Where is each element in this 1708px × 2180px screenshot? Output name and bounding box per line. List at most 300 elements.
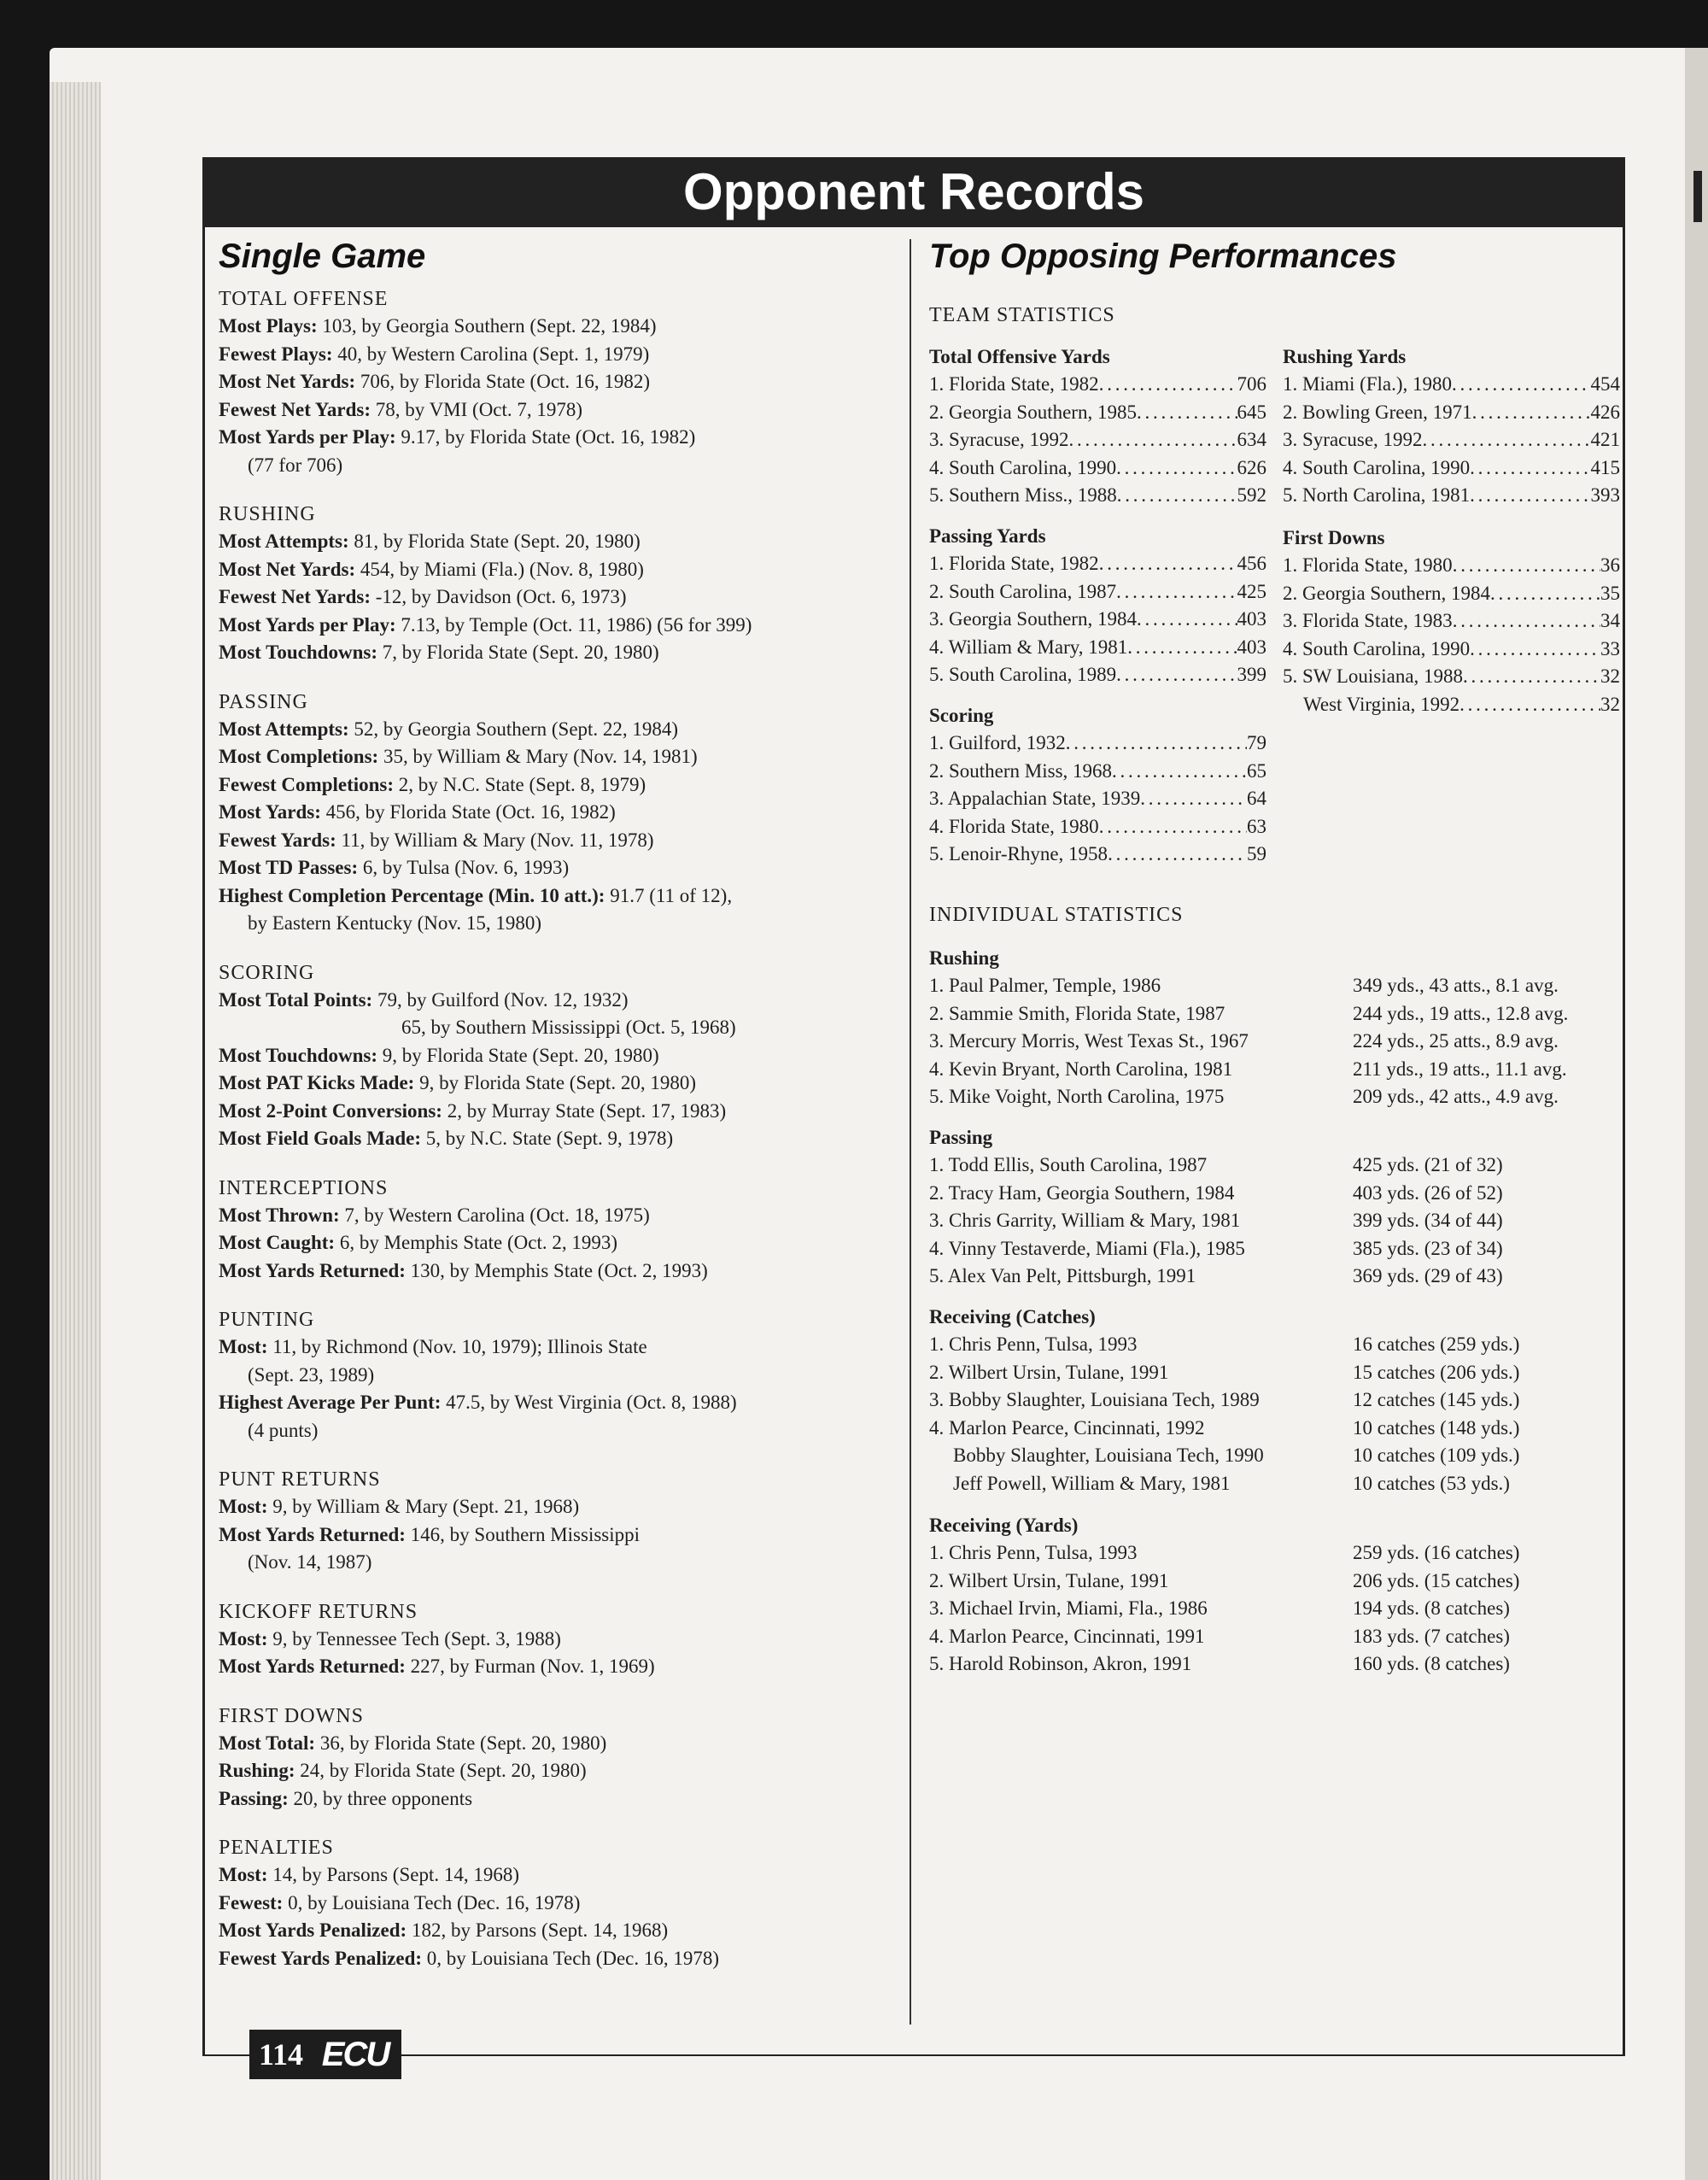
record-text: 36, by Florida State (Sept. 20, 1980) [315,1732,607,1754]
team-statistics-heading: TEAM STATISTICS [929,304,1115,326]
record-row [219,313,902,341]
ranking-row [929,661,1266,689]
record-label: Most: [219,1627,268,1650]
ranking-value: 65 [1247,759,1266,782]
player-name: 3. Bobby Slaughter, Louisiana Tech, 1989 [929,1389,1260,1410]
category-heading: INTERCEPTIONS [219,1176,389,1199]
ranking-value: 645 [1237,401,1266,423]
record-text: 35, by William & Mary (Nov. 14, 1981) [378,746,698,767]
ranking-name: 2. Georgia Southern, 1985 [929,401,1137,423]
record-row [219,1389,902,1417]
record-label: Most Net Yards: [219,558,356,580]
individual-row [929,1415,1612,1443]
ranking-value: 403 [1237,636,1266,658]
individual-block-receiving-catches [929,1304,1612,1497]
ranking-value: 399 [1237,664,1266,685]
record-row [219,556,902,584]
record-text: -12, by Davidson (Oct. 6, 1973) [370,586,627,607]
individual-row [929,1359,1612,1387]
ranking-row [929,550,1266,578]
category-heading: PUNT RETURNS [219,1468,381,1491]
ranking-name: 3. Syracuse, 1992 [929,429,1069,450]
record-text: 9, by William & Mary (Sept. 21, 1968) [267,1496,580,1517]
ranking-name: West Virginia, 1992 [1303,693,1460,715]
dot-leader [1452,371,1590,399]
dot-leader [1116,454,1237,483]
record-row [219,716,902,744]
ranking-value: 454 [1590,373,1620,395]
record-row [219,612,902,640]
ranking-row [1283,663,1620,691]
record-continuation: by Eastern Kentucky (Nov. 15, 1980) [248,912,542,934]
record-row [219,1730,902,1758]
individual-row [929,1568,1612,1596]
record-text: 9.17, by Florida State (Oct. 16, 1982) [395,426,696,448]
record-row [219,1917,902,1945]
team-block-first-downs [1283,524,1620,718]
block-heading: Rushing [929,947,999,969]
ranking-value: 415 [1590,456,1620,478]
ranking-row [929,426,1266,454]
record-label: Fewest Net Yards: [219,398,371,420]
dot-leader [1117,482,1237,510]
player-name: 1. Chris Penn, Tulsa, 1993 [929,1333,1138,1355]
ranking-name: 1. Miami (Fla.), 1980 [1283,373,1453,395]
dot-leader [1069,426,1237,454]
record-text: 7.13, by Temple (Oct. 11, 1986) (56 for 399) [395,613,752,636]
ranking-name: 2. Georgia Southern, 1984 [1283,582,1490,604]
dot-leader [1116,578,1237,607]
ranking-name: 2. Bowling Green, 1971 [1283,401,1472,423]
ranking-value: 34 [1600,610,1620,631]
ranking-value: 32 [1600,693,1620,715]
record-label: Most Yards Returned: [219,1523,406,1545]
record-row [219,1042,902,1070]
record-row [219,771,902,800]
category-heading: TOTAL OFFENSE [219,288,389,310]
record-text: 103, by Georgia Southern (Sept. 22, 1984) [317,315,657,337]
player-stat: 244 yds., 19 atts., 12.8 avg. [1353,1002,1569,1024]
record-text: 2, by Murray State (Sept. 17, 1983) [442,1099,727,1122]
player-name: 4. Kevin Bryant, North Carolina, 1981 [929,1058,1233,1080]
dot-leader [1116,661,1237,689]
record-row [219,583,902,612]
ranking-name: 3. Georgia Southern, 1984 [929,608,1137,630]
player-stat: 15 catches (206 yds.) [1353,1361,1520,1383]
ranking-row [929,578,1266,607]
individual-row [929,1180,1612,1208]
column-divider [910,239,911,2025]
record-text: 11, by Richmond (Nov. 10, 1979); Illinois State [267,1336,647,1357]
player-name: 4. Marlon Pearce, Cincinnati, 1992 [929,1416,1205,1439]
record-row [219,1890,902,1918]
record-label: Most Touchdowns: [219,642,377,663]
dot-leader [1470,482,1590,510]
record-continuation: (Sept. 23, 1989) [248,1363,375,1386]
record-label: Most Caught: [219,1232,336,1253]
player-stat: 425 yds. (21 of 32) [1353,1154,1503,1175]
ranking-value: 59 [1247,843,1266,864]
ranking-value: 425 [1237,580,1266,602]
player-name: 3. Mercury Morris, West Texas St., 1967 [929,1030,1249,1052]
record-text: 0, by Louisiana Tech (Dec. 16, 1978) [283,1891,581,1913]
record-label: Most Yards Returned: [219,1259,406,1281]
record-label: Fewest: [219,1891,284,1913]
team-block-scoring [929,702,1266,869]
player-name: 4. Vinny Testaverde, Miami (Fla.), 1985 [929,1237,1245,1259]
individual-row [929,1470,1612,1498]
ranking-row [1283,552,1620,580]
record-label: Fewest Completions: [219,773,395,795]
ranking-row [1283,580,1620,608]
record-additional: 65, by Southern Mississippi (Oct. 5, 1968) [401,1017,736,1038]
ecu-logo: ECU [309,2030,401,2079]
player-stat: 10 catches (148 yds.) [1353,1416,1520,1439]
ranking-name: 1. Florida State, 1982 [929,553,1099,574]
individual-row [929,1000,1612,1028]
ranking-value: 33 [1600,637,1620,659]
record-row [219,1521,902,1550]
ranking-name: 5. South Carolina, 1989 [929,664,1117,685]
ranking-name: 5. Southern Miss., 1988 [929,484,1117,506]
record-text: 78, by VMI (Oct. 7, 1978) [370,398,583,420]
record-text: 456, by Florida State (Oct. 16, 1982) [320,801,616,823]
ranking-value: 706 [1237,373,1266,395]
ranking-value: 36 [1600,554,1620,576]
record-label: Most PAT Kicks Made: [219,1072,415,1093]
player-name: 1. Todd Ellis, South Carolina, 1987 [929,1154,1208,1175]
player-stat: 385 yds. (23 of 34) [1353,1237,1503,1259]
ranking-value: 634 [1237,429,1266,450]
record-text: 5, by N.C. State (Sept. 9, 1978) [421,1128,674,1149]
category-heading: KICKOFF RETURNS [219,1600,418,1623]
ranking-name: 1. Florida State, 1980 [1283,554,1453,576]
team-block-passing-yards [929,523,1266,689]
record-row [219,396,902,425]
individual-row [929,1650,1612,1679]
player-name: 2. Wilbert Ursin, Tulane, 1991 [929,1361,1169,1383]
record-text: 227, by Furman (Nov. 1, 1969) [405,1656,655,1677]
individual-row [929,1386,1612,1415]
record-row [219,827,902,855]
dot-leader [1137,399,1237,427]
record-label: Most Yards: [219,801,321,823]
category-heading: SCORING [219,961,315,984]
record-text: 40, by Western Carolina (Sept. 1, 1979) [332,343,650,365]
ranking-name: 4. William & Mary, 1981 [929,636,1128,658]
record-label: Most Yards Penalized: [219,1919,407,1941]
ranking-name: 4. Florida State, 1980 [929,815,1099,837]
ranking-row [1283,426,1620,454]
book-binding [1685,48,1708,2180]
dot-leader [1099,371,1237,399]
page-number: 114 [249,2030,313,2079]
record-label: Most: [219,1336,268,1357]
individual-row [929,1331,1612,1359]
dot-leader [1137,606,1237,634]
individual-row [929,1263,1612,1291]
record-row [219,1202,902,1230]
team-block-total-offensive-yards [929,343,1266,510]
record-row [219,743,902,771]
dot-leader [1453,552,1600,580]
record-text: 6, by Tulsa (Nov. 6, 1993) [358,857,570,878]
player-stat: 224 yds., 25 atts., 8.9 avg. [1353,1030,1559,1052]
ranking-row [1283,454,1620,483]
record-row [219,799,902,827]
record-text: 47.5, by West Virginia (Oct. 8, 1988) [441,1392,737,1413]
record-text: 7, by Florida State (Sept. 20, 1980) [377,642,659,663]
record-label: Most Field Goals Made: [219,1128,421,1149]
record-row [219,1229,902,1257]
dot-leader [1108,841,1247,869]
player-name: 4. Marlon Pearce, Cincinnati, 1991 [929,1625,1205,1647]
record-label: Most TD Passes: [219,857,359,878]
block-heading: Rushing Yards [1283,346,1407,367]
frame-left-rule [202,227,205,2055]
player-stat: 194 yds. (8 catches) [1353,1597,1510,1619]
ranking-row [929,454,1266,483]
dot-leader [1470,636,1600,664]
record-row [219,1125,902,1153]
top-performances-title: Top Opposing Performances [929,237,1397,275]
record-text: 91.7 (11 of 12), [605,884,733,906]
player-stat: 259 yds. (16 catches) [1353,1542,1520,1563]
ranking-row [1283,607,1620,636]
record-row [219,1257,902,1286]
record-text: 130, by Memphis State (Oct. 2, 1993) [405,1259,708,1281]
player-stat: 211 yds., 19 atts., 11.1 avg. [1353,1058,1567,1080]
block-heading: Scoring [929,705,994,726]
ranking-value: 63 [1247,815,1266,837]
ranking-row [929,841,1266,869]
record-label: Most Yards per Play: [219,426,396,448]
record-continuation: (77 for 706) [248,454,343,476]
record-label: Most Yards Returned: [219,1656,406,1677]
record-text: 9, by Tennessee Tech (Sept. 3, 1988) [267,1627,561,1650]
ranking-name: 3. Syracuse, 1992 [1283,429,1423,450]
ranking-name: 4. South Carolina, 1990 [929,456,1117,478]
footer-rule [202,2054,1625,2056]
record-row [219,368,902,396]
player-name: 1. Chris Penn, Tulsa, 1993 [929,1542,1138,1563]
ranking-name: 1. Florida State, 1982 [929,373,1099,395]
record-text: 24, by Florida State (Sept. 20, 1980) [295,1760,587,1781]
player-name: 5. Alex Van Pelt, Pittsburgh, 1991 [929,1265,1196,1286]
record-label: Most Plays: [219,315,318,337]
record-text: 2, by N.C. State (Sept. 8, 1979) [394,773,646,795]
record-row [219,639,902,667]
ranking-row [929,730,1266,758]
ranking-row [929,758,1266,786]
individual-row [929,1056,1612,1084]
ranking-name: 4. South Carolina, 1990 [1283,637,1471,659]
player-stat: 209 yds., 42 atts., 4.9 avg. [1353,1086,1559,1107]
ranking-name: 5. North Carolina, 1981 [1283,484,1471,506]
record-continuation: (4 punts) [248,1419,319,1441]
record-label: Most 2-Point Conversions: [219,1099,442,1122]
dot-leader [1490,580,1600,608]
player-stat: 206 yds. (15 catches) [1353,1569,1520,1591]
player-stat: 10 catches (109 yds.) [1353,1445,1520,1466]
record-label: Most: [219,1496,268,1517]
record-label: Most Touchdowns: [219,1044,377,1066]
individual-block-rushing [929,945,1612,1111]
record-label: Rushing: [219,1760,295,1781]
individual-row [929,1623,1612,1651]
record-label: Fewest Plays: [219,343,333,365]
record-label: Most: [219,1864,268,1885]
ranking-row [929,371,1266,399]
record-row [219,424,902,452]
category-heading: PASSING [219,690,308,713]
individual-row [929,1083,1612,1111]
ranking-row [929,606,1266,634]
page-title-banner: Opponent Records [202,157,1625,227]
single-game-column [219,237,902,1972]
ranking-value: 403 [1237,608,1266,630]
player-name: 5. Harold Robinson, Akron, 1991 [929,1653,1192,1674]
dot-leader [1140,785,1247,813]
record-text: 79, by Guilford (Nov. 12, 1932) [372,988,629,1011]
record-row [219,1785,902,1814]
individual-row [929,1442,1612,1470]
ranking-name: 5. SW Louisiana, 1988 [1283,665,1464,687]
individual-row [929,1028,1612,1056]
record-row [219,1069,902,1098]
record-label: Most Thrown: [219,1204,340,1226]
dot-leader [1459,691,1600,719]
ranking-row [1283,482,1620,510]
record-label: Most Total: [219,1732,316,1754]
record-row [219,987,902,1015]
record-row [219,1626,902,1654]
record-text: 6, by Memphis State (Oct. 2, 1993) [335,1232,617,1253]
player-stat: 349 yds., 43 atts., 8.1 avg. [1353,975,1559,996]
record-text: 454, by Miami (Fla.) (Nov. 8, 1980) [355,558,644,580]
player-stat: 399 yds. (34 of 44) [1353,1210,1503,1231]
player-name: Jeff Powell, William & Mary, 1981 [953,1472,1231,1494]
record-row [219,1493,902,1521]
record-text: 9, by Florida State (Sept. 20, 1980) [414,1072,696,1093]
record-label: Most Completions: [219,746,379,767]
ranking-value: 426 [1590,401,1620,423]
ranking-value: 421 [1590,429,1620,450]
ranking-row [1283,691,1620,719]
dot-leader [1463,663,1600,691]
record-row [219,1861,902,1890]
record-row [219,1098,902,1126]
record-row [219,1333,902,1362]
record-row [219,854,902,882]
ranking-value: 393 [1590,484,1620,506]
top-performances-column [929,237,1612,288]
record-row [219,1653,902,1681]
record-row [219,882,902,911]
dot-leader [1127,634,1237,662]
ranking-value: 456 [1237,553,1266,574]
block-heading: Total Offensive Yards [929,346,1110,367]
individual-row [929,1235,1612,1263]
record-label: Passing: [219,1787,289,1809]
ranking-row [1283,371,1620,399]
player-name: 3. Chris Garrity, William & Mary, 1981 [929,1210,1241,1231]
category-heading: PUNTING [219,1309,315,1331]
dot-leader [1099,550,1237,578]
record-text: 9, by Florida State (Sept. 20, 1980) [377,1044,659,1066]
page-stack-edge [50,82,101,2180]
individual-row [929,1595,1612,1623]
record-row [219,341,902,369]
ranking-row [929,813,1266,841]
single-game-categories [219,288,902,1972]
player-name: 5. Mike Voight, North Carolina, 1975 [929,1086,1225,1107]
dot-leader [1472,399,1591,427]
record-label: Highest Average Per Punt: [219,1392,442,1413]
record-label: Highest Completion Percentage (Min. 10 att.): [219,884,605,906]
team-block-rushing-yards [1283,343,1620,510]
record-text: 81, by Florida State (Sept. 20, 1980) [348,530,640,552]
ranking-value: 35 [1600,582,1620,604]
record-label: Fewest Net Yards: [219,586,371,607]
individual-row [929,1152,1612,1180]
record-text: 14, by Parsons (Sept. 14, 1968) [267,1864,520,1885]
player-stat: 160 yds. (8 catches) [1353,1653,1510,1674]
ranking-row [929,785,1266,813]
category-heading: FIRST DOWNS [219,1704,364,1727]
ranking-name: 4. South Carolina, 1990 [1283,456,1471,478]
single-game-title: Single Game [219,237,426,275]
individual-block-passing [929,1124,1612,1291]
player-stat: 16 catches (259 yds.) [1353,1333,1520,1355]
player-stat: 12 catches (145 yds.) [1353,1389,1520,1410]
player-name: 2. Wilbert Ursin, Tulane, 1991 [929,1569,1169,1591]
ranking-name: 5. Lenoir-Rhyne, 1958 [929,843,1108,864]
dot-leader [1423,426,1591,454]
ranking-row [929,482,1266,510]
ranking-name: 3. Florida State, 1983 [1283,610,1453,631]
individual-row [929,972,1612,1000]
ranking-name: 2. Southern Miss, 1968 [929,759,1113,782]
ranking-name: 3. Appalachian State, 1939 [929,788,1141,809]
record-label: Most Net Yards: [219,371,356,392]
record-label: Most Yards per Play: [219,613,396,636]
dot-leader [1453,607,1600,636]
record-row [219,1757,902,1785]
individual-statistics-heading: INDIVIDUAL STATISTICS [929,904,1184,926]
binding-mark [1693,171,1702,222]
ranking-row [1283,636,1620,664]
ranking-value: 592 [1237,484,1266,506]
dot-leader [1470,454,1590,483]
player-name: 2. Sammie Smith, Florida State, 1987 [929,1002,1225,1024]
record-label: Most Attempts: [219,718,349,740]
block-heading: Receiving (Catches) [929,1306,1096,1327]
player-stat: 10 catches (53 yds.) [1353,1472,1510,1494]
player-name: 3. Michael Irvin, Miami, Fla., 1986 [929,1597,1208,1619]
record-label: Most Total Points: [219,988,373,1011]
record-row [219,528,902,556]
player-name: 2. Tracy Ham, Georgia Southern, 1984 [929,1181,1235,1204]
ranking-name: 2. South Carolina, 1987 [929,580,1117,602]
player-name: 1. Paul Palmer, Temple, 1986 [929,975,1161,996]
record-text: 20, by three opponents [288,1787,473,1809]
record-text: 11, by William & Mary (Nov. 11, 1978) [336,829,654,851]
category-heading: RUSHING [219,503,316,525]
dot-leader [1112,758,1247,786]
ranking-value: 32 [1600,665,1620,687]
dot-leader [1066,730,1247,758]
